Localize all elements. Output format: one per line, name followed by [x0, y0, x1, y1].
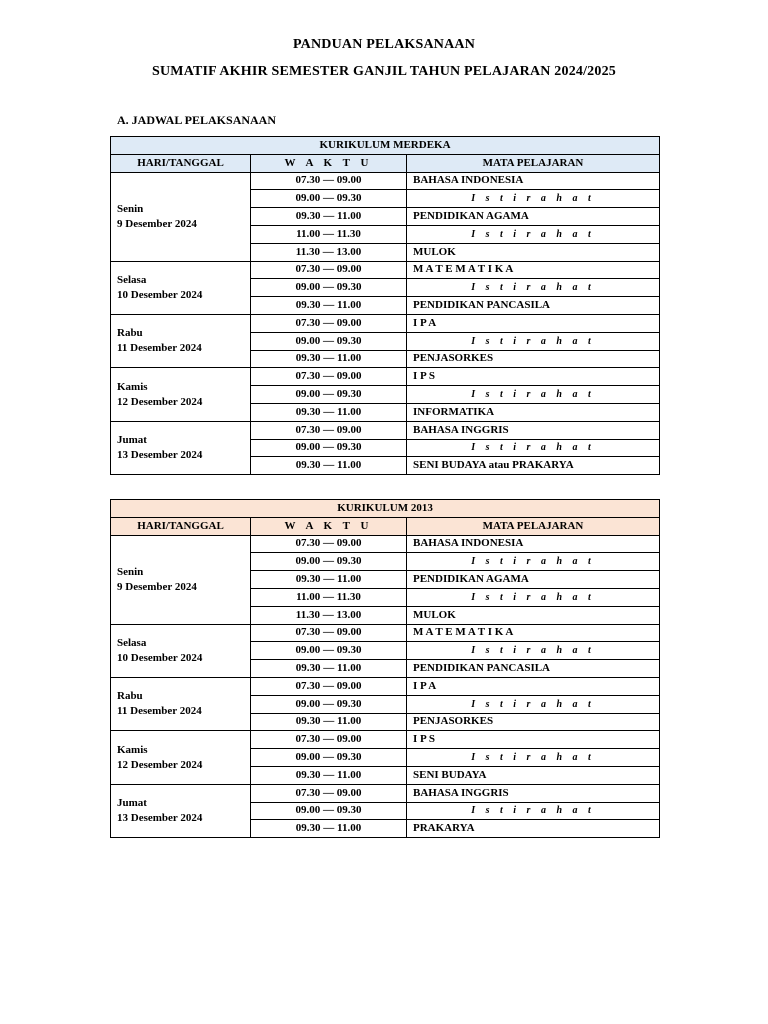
schedule-table-kurikulum-merdeka — [110, 136, 660, 475]
column-header-subject: MATA PELAJARAN — [407, 154, 660, 172]
subject-cell: I P A — [407, 677, 660, 695]
time-cell: 09.00 — 09.30 — [251, 749, 407, 767]
curriculum-heading: KURIKULUM MERDEKA — [111, 137, 660, 155]
day-cell — [111, 731, 251, 784]
table-row — [111, 261, 660, 279]
day-cell — [111, 677, 251, 730]
subject-cell: BAHASA INGGRIS — [407, 421, 660, 439]
day-date: 11 Desember 2024 — [117, 705, 202, 718]
break-cell: I s t i r a h a t — [407, 386, 660, 404]
day-name: Selasa — [117, 273, 147, 286]
column-header-row — [111, 154, 660, 172]
time-cell: 09.00 — 09.30 — [251, 386, 407, 404]
break-cell: I s t i r a h a t — [407, 695, 660, 713]
time-cell: 07.30 — 09.00 — [251, 624, 407, 642]
break-cell: I s t i r a h a t — [407, 225, 660, 243]
schedule-table-kurikulum-2013 — [110, 499, 660, 838]
time-cell: 09.30 — 11.00 — [251, 820, 407, 838]
day-date: 11 Desember 2024 — [117, 342, 202, 355]
time-cell: 11.30 — 13.00 — [251, 606, 407, 624]
column-header-day: HARI/TANGGAL — [111, 517, 251, 535]
day-cell — [111, 535, 251, 624]
time-cell: 07.30 — 09.00 — [251, 314, 407, 332]
day-cell — [111, 261, 251, 314]
schedule-body — [111, 172, 660, 475]
subject-cell: I P A — [407, 314, 660, 332]
time-cell: 09.00 — 09.30 — [251, 332, 407, 350]
subject-cell: M A T E M A T I K A — [407, 624, 660, 642]
break-cell: I s t i r a h a t — [407, 588, 660, 606]
curriculum-heading: KURIKULUM 2013 — [111, 500, 660, 518]
break-cell: I s t i r a h a t — [407, 553, 660, 571]
time-cell: 09.00 — 09.30 — [251, 802, 407, 820]
subject-cell: BAHASA INGGRIS — [407, 784, 660, 802]
break-cell: I s t i r a h a t — [407, 190, 660, 208]
day-date: 13 Desember 2024 — [117, 448, 203, 461]
break-cell: I s t i r a h a t — [407, 332, 660, 350]
day-cell — [111, 784, 251, 837]
day-cell — [111, 624, 251, 677]
day-name: Senin — [117, 565, 144, 578]
time-cell: 09.30 — 11.00 — [251, 660, 407, 678]
column-header-day: HARI/TANGGAL — [111, 154, 251, 172]
time-cell: 07.30 — 09.00 — [251, 421, 407, 439]
column-header-row — [111, 517, 660, 535]
day-date: 12 Desember 2024 — [117, 395, 203, 408]
table-row — [111, 421, 660, 439]
document-title: PANDUAN PELAKSANAAN — [292, 37, 476, 52]
time-cell: 09.30 — 11.00 — [251, 350, 407, 368]
break-cell: I s t i r a h a t — [407, 642, 660, 660]
time-cell: 07.30 — 09.00 — [251, 368, 407, 386]
time-cell: 07.30 — 09.00 — [251, 731, 407, 749]
time-cell: 09.30 — 11.00 — [251, 571, 407, 589]
column-header-time: W A K T U — [251, 517, 407, 535]
table-row — [111, 535, 660, 553]
time-cell: 09.30 — 11.00 — [251, 403, 407, 421]
table-row — [111, 314, 660, 332]
day-date: 9 Desember 2024 — [117, 217, 197, 230]
day-name: Jumat — [117, 796, 147, 809]
day-name: Kamis — [117, 380, 148, 393]
table-row — [111, 784, 660, 802]
time-cell: 11.00 — 11.30 — [251, 588, 407, 606]
time-cell: 11.30 — 13.00 — [251, 243, 407, 261]
subject-cell: I P S — [407, 731, 660, 749]
time-cell: 09.00 — 09.30 — [251, 190, 407, 208]
document-subtitle: SUMATIF AKHIR SEMESTER GANJIL TAHUN PELAJARAN 2024/2025 — [152, 64, 616, 79]
break-cell: I s t i r a h a t — [407, 802, 660, 820]
subject-cell: SENI BUDAYA atau PRAKARYA — [407, 457, 660, 475]
subject-cell: MULOK — [407, 606, 660, 624]
day-date: 13 Desember 2024 — [117, 811, 203, 824]
table-row — [111, 172, 660, 190]
subject-cell: PENJASORKES — [407, 713, 660, 731]
day-name: Rabu — [117, 327, 143, 340]
subject-cell: SENI BUDAYA — [407, 766, 660, 784]
time-cell: 09.00 — 09.30 — [251, 642, 407, 660]
day-cell — [111, 172, 251, 261]
subject-cell: I P S — [407, 368, 660, 386]
curriculum-heading-row — [111, 137, 660, 155]
time-cell: 09.00 — 09.30 — [251, 279, 407, 297]
day-name: Selasa — [117, 636, 147, 649]
subject-cell: BAHASA INDONESIA — [407, 172, 660, 190]
day-name: Kamis — [117, 743, 148, 756]
table-row — [111, 624, 660, 642]
table-row — [111, 677, 660, 695]
subject-cell: PENDIDIKAN PANCASILA — [407, 660, 660, 678]
section-heading: A. JADWAL PELAKSANAAN — [117, 113, 277, 127]
time-cell: 11.00 — 11.30 — [251, 225, 407, 243]
time-cell: 09.30 — 11.00 — [251, 297, 407, 315]
time-cell: 09.30 — 11.00 — [251, 457, 407, 475]
subject-cell: PENDIDIKAN AGAMA — [407, 571, 660, 589]
subject-cell: PENDIDIKAN PANCASILA — [407, 297, 660, 315]
day-cell — [111, 421, 251, 474]
subject-cell: BAHASA INDONESIA — [407, 535, 660, 553]
column-header-time: W A K T U — [251, 154, 407, 172]
time-cell: 07.30 — 09.00 — [251, 784, 407, 802]
day-date: 12 Desember 2024 — [117, 758, 203, 771]
table-row — [111, 731, 660, 749]
subject-cell: MULOK — [407, 243, 660, 261]
day-date: 10 Desember 2024 — [117, 651, 203, 664]
time-cell: 09.30 — 11.00 — [251, 713, 407, 731]
day-date: 9 Desember 2024 — [117, 580, 197, 593]
time-cell: 07.30 — 09.00 — [251, 535, 407, 553]
break-cell: I s t i r a h a t — [407, 439, 660, 457]
time-cell: 07.30 — 09.00 — [251, 677, 407, 695]
break-cell: I s t i r a h a t — [407, 749, 660, 767]
day-cell — [111, 314, 251, 367]
day-name: Senin — [117, 202, 144, 215]
day-cell — [111, 368, 251, 421]
time-cell: 09.00 — 09.30 — [251, 553, 407, 571]
schedule-body — [111, 535, 660, 838]
subject-cell: PENDIDIKAN AGAMA — [407, 208, 660, 226]
time-cell: 09.30 — 11.00 — [251, 766, 407, 784]
time-cell: 09.00 — 09.30 — [251, 439, 407, 457]
subject-cell: M A T E M A T I K A — [407, 261, 660, 279]
table-row — [111, 368, 660, 386]
day-name: Rabu — [117, 690, 143, 703]
subject-cell: PENJASORKES — [407, 350, 660, 368]
curriculum-heading-row — [111, 500, 660, 518]
time-cell: 09.00 — 09.30 — [251, 695, 407, 713]
time-cell: 07.30 — 09.00 — [251, 261, 407, 279]
time-cell: 09.30 — 11.00 — [251, 208, 407, 226]
subject-cell: PRAKARYA — [407, 820, 660, 838]
day-date: 10 Desember 2024 — [117, 288, 203, 301]
day-name: Jumat — [117, 433, 147, 446]
break-cell: I s t i r a h a t — [407, 279, 660, 297]
column-header-subject: MATA PELAJARAN — [407, 517, 660, 535]
time-cell: 07.30 — 09.00 — [251, 172, 407, 190]
subject-cell: INFORMATIKA — [407, 403, 660, 421]
